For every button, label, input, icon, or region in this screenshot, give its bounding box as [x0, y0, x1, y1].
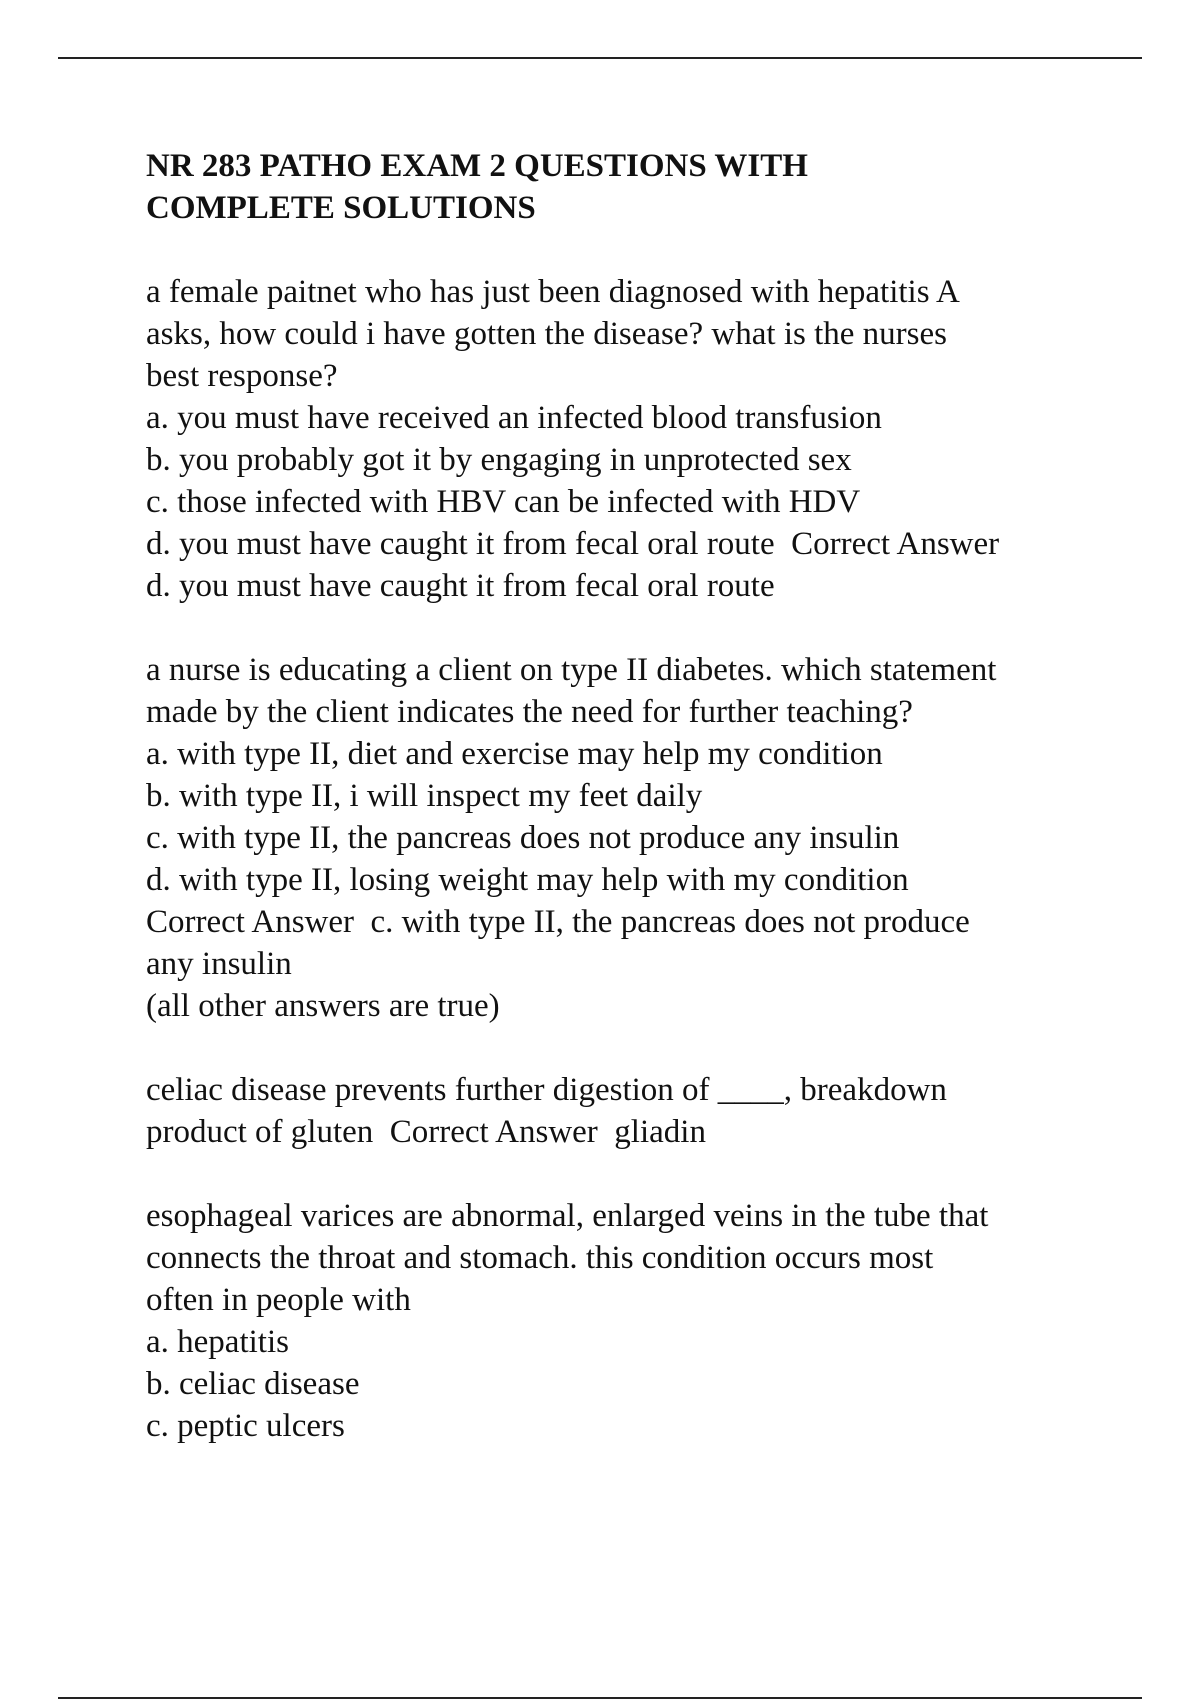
question-text-line: celiac disease prevents further digestion of ____, breakdown [146, 1072, 947, 1108]
bottom-rule [58, 1697, 1142, 1699]
answer-option-a: a. with type II, diet and exercise may help my condition [146, 736, 883, 772]
answer-option-b: b. with type II, i will inspect my feet daily [146, 778, 703, 814]
question-text-line: asks, how could i have gotten the disease? what is the nurses [146, 316, 947, 352]
answer-option-d: d. you must have caught it from fecal oral route Correct Answer [146, 526, 1000, 562]
answer-option-d: d. with type II, losing weight may help with my condition [146, 862, 909, 898]
answer-option-c: c. peptic ulcers [146, 1408, 345, 1444]
question-text-line: esophageal varices are abnormal, enlarged veins in the tube that [146, 1198, 989, 1234]
correct-answer-text: any insulin [146, 946, 292, 982]
answer-option-a: a. you must have received an infected blood transfusion [146, 400, 882, 436]
document-title [146, 145, 1096, 229]
question-block-celiac [146, 1069, 1096, 1153]
answer-option-c: c. those infected with HBV can be infected with HDV [146, 484, 861, 520]
correct-answer-text: d. you must have caught it from fecal oral route [146, 568, 775, 604]
title-line: COMPLETE SOLUTIONS [146, 190, 536, 226]
question-block-esophageal-varices [146, 1195, 1096, 1447]
question-block-type-ii-diabetes [146, 649, 1096, 1027]
answer-option-b: b. you probably got it by engaging in unprotected sex [146, 442, 852, 478]
question-text-line: a nurse is educating a client on type II diabetes. which statement [146, 652, 997, 688]
top-rule [58, 57, 1142, 59]
answer-option-b: b. celiac disease [146, 1366, 360, 1402]
title-line: NR 283 PATHO EXAM 2 QUESTIONS WITH [146, 148, 808, 184]
answer-option-c: c. with type II, the pancreas does not produce any insulin [146, 820, 900, 856]
question-text-line: a female paitnet who has just been diagnosed with hepatitis A [146, 274, 960, 310]
question-text-line: connects the throat and stomach. this condition occurs most [146, 1240, 934, 1276]
question-block-hepatitis-a [146, 271, 1096, 607]
answer-option-a: a. hepatitis [146, 1324, 289, 1360]
question-text-line: often in people with [146, 1282, 411, 1318]
document-body [146, 145, 1096, 1489]
question-text-line: made by the client indicates the need for further teaching? [146, 694, 913, 730]
correct-answer-text: product of gluten Correct Answer gliadin [146, 1114, 706, 1150]
correct-answer-text: Correct Answer c. with type II, the pancreas does not produce [146, 904, 970, 940]
answer-note: (all other answers are true) [146, 988, 500, 1024]
question-text-line: best response? [146, 358, 338, 394]
